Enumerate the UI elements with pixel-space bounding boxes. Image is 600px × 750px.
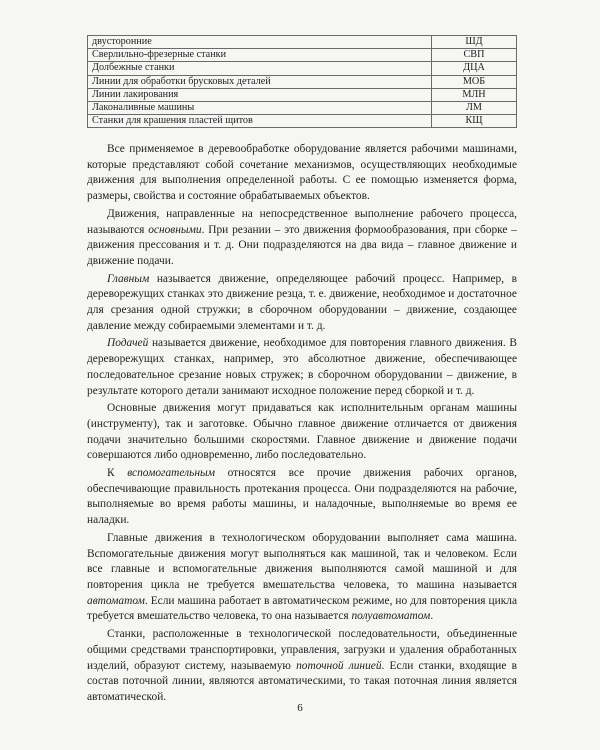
equipment-code-cell: ЛМ: [432, 102, 517, 115]
equipment-code-cell: МЛН: [432, 88, 517, 101]
paragraph: [87, 272, 517, 335]
table-row: [88, 115, 517, 128]
text-run: Движения, направленные на непосредственное выполнение рабочего процесса, называются: [87, 207, 517, 236]
page-number: 6: [297, 702, 303, 714]
paragraph: [87, 336, 517, 399]
paragraph: [87, 142, 517, 205]
paragraph: [87, 401, 517, 464]
table-row: [88, 75, 517, 88]
italic-term: автоматом: [87, 594, 145, 607]
table-row: [88, 62, 517, 75]
text-run: .: [430, 610, 434, 623]
equipment-code-cell: КЩ: [432, 115, 517, 128]
italic-term: вспомогательным: [127, 467, 215, 480]
table-row: [88, 102, 517, 115]
text-run: Основные движения могут придаваться как исполнительным органам машины (инструменту), так и заготовке. Обычно главное движение отличается от движения подачи значительно большими скоростями. Главное движение и движение подачи совершаются либо одновременно, либо последовательно.: [87, 402, 517, 462]
equipment-name-cell: Долбежные станки: [88, 62, 432, 75]
italic-term: поточной линией: [296, 659, 382, 672]
text-run: . При резании – это движения формообразования, при сборке – движения прессования и т. д. Они подразделяются на два вида – главное движение и движение подачи.: [87, 223, 517, 267]
equipment-code-cell: МОБ: [432, 75, 517, 88]
paragraph: [87, 466, 517, 529]
text-run: относятся все прочие движения рабочих органов, обеспечивающие правильность протекания процесса. Они подразделяются на рабочие, выполняемые во время работы машины, и наладочные, выполняемые во время ее наладки.: [87, 467, 517, 527]
equipment-code-cell: СВП: [432, 49, 517, 62]
paragraph: [87, 531, 517, 625]
equipment-name-cell: Лаконаливные машины: [88, 102, 432, 115]
equipment-name-cell: Линии лакирования: [88, 88, 432, 101]
italic-term: Подачей: [107, 337, 149, 350]
equipment-code-cell: ШД: [432, 36, 517, 49]
body-text: [87, 142, 517, 708]
italic-term: Главным: [107, 272, 150, 285]
equipment-name-cell: двусторонние: [88, 36, 432, 49]
text-run: К: [107, 467, 128, 480]
table-row: [88, 88, 517, 101]
text-run: Станки, расположенные в технологической последовательности, объединенные общими средствами транспортировки, управления, загрузки и удаления обработанных изделий, образуют систему, называемую: [87, 628, 517, 672]
equipment-codes-table: [87, 35, 517, 128]
equipment-code-cell: ДЦА: [432, 62, 517, 75]
paragraph: [87, 207, 517, 270]
text-run: называется движение, необходимое для повторения главного движения. В дереворежущих станках, например, это абсолютное движение, обеспечивающее последовательное срезание новых стружек; в сборочном оборудовании – движение, в результате которого детали занимают исходное положение перед сборкой и т. д.: [87, 337, 517, 397]
italic-term: основными: [148, 223, 202, 236]
paragraph: [87, 627, 517, 706]
table-row: [88, 49, 517, 62]
table-row: [88, 36, 517, 49]
equipment-name-cell: Сверлильно-фрезерные станки: [88, 49, 432, 62]
text-run: называется движение, определяющее рабочий процесс. Например, в дереворежущих станках это движение резца, т. е. движение, необходимое и достаточное для срезания одной стружки; в сборочном оборудовании – движение, создающее давление между собираемыми элементами и т. д.: [87, 272, 517, 332]
text-run: Все применяемое в деревообработке оборудование является рабочими машинами, которые представляют собой сочетание механизмов, осуществляющих необходимые движения для выполнения определенной работы. С ее помощью изменяется форма, размеры, свойства и состояние обрабатываемых объектов.: [87, 143, 517, 203]
text-run: . Если машина работает в автоматическом режиме, но для повторения цикла требуется вмешательство человека, то она называется: [87, 594, 517, 623]
equipment-name-cell: Станки для крашения пластей щитов: [88, 115, 432, 128]
text-run: . Если станки, входящие в состав поточной линии, являются автоматическими, то такая поточная линия является автоматической.: [87, 659, 517, 703]
text-run: Главные движения в технологическом оборудовании выполняет сама машина. Вспомогательные движения могут выполняться как машиной, так и человеком. Если все главные и вспомогательные движения выполняются самой машиной и для повторения цикла не требуется вмешательства человека, то машина называется: [87, 531, 517, 591]
equipment-name-cell: Линии для обработки брусковых деталей: [88, 75, 432, 88]
italic-term: полуавтоматом: [351, 610, 431, 623]
